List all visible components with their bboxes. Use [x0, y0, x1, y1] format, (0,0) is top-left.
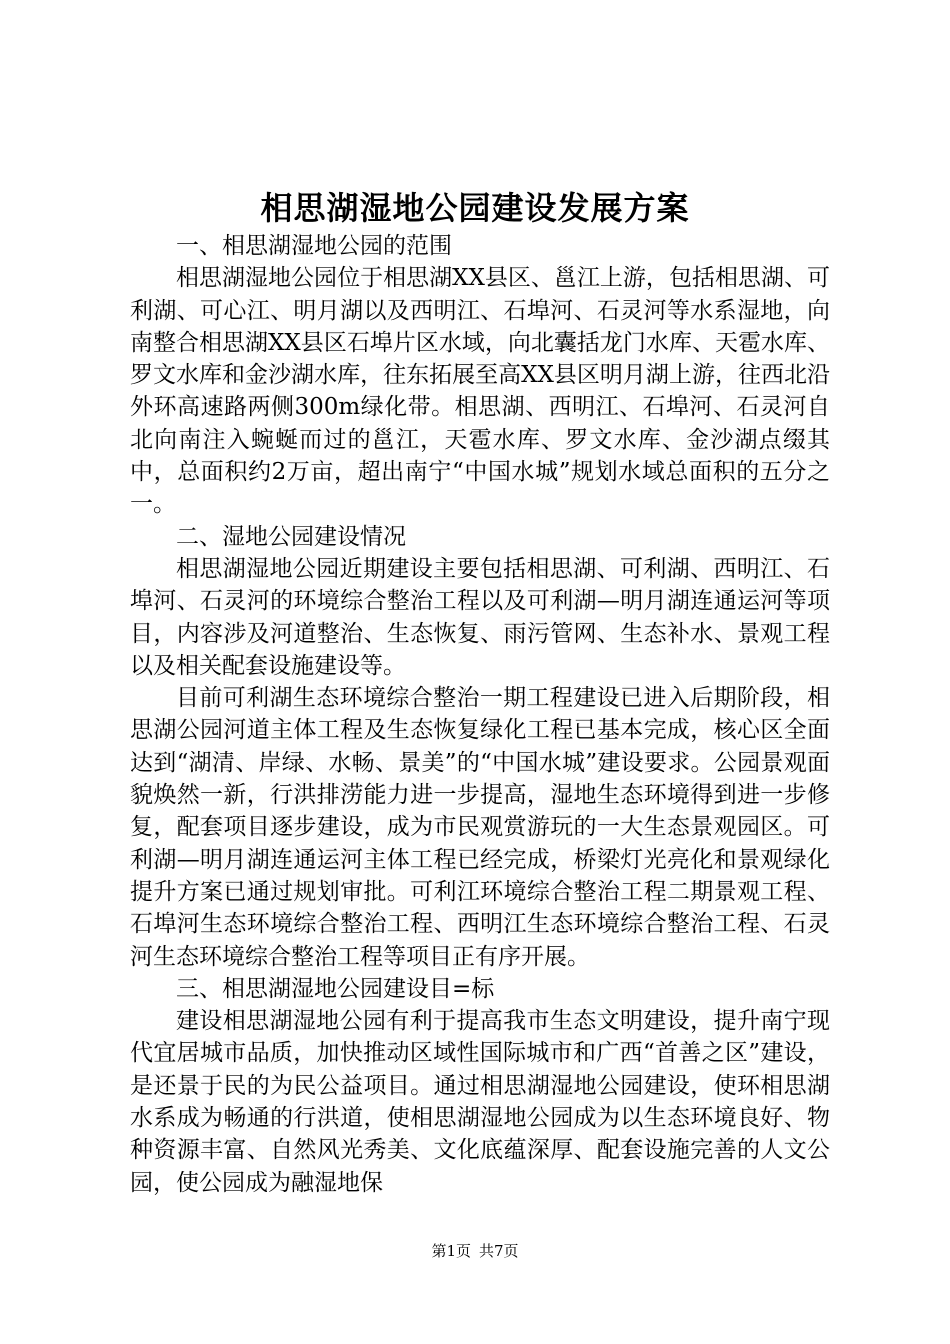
page-number: 第1页 — [431, 1242, 471, 1260]
page-footer — [0, 1241, 950, 1261]
section-heading-scope: 一、相思湖湿地公园的范围 — [176, 233, 452, 259]
document-title: 相思湖湿地公园建设发展方案 — [260, 189, 690, 227]
document-body — [130, 230, 830, 1199]
paragraph-goals: 建设相思湖湿地公园有利于提高我市生态文明建设，提升南宁现代宜居城市品质，加快推动区域性国际城市和广西“首善之区”建设，是还景于民的为民公益项目。通过相思湖湿地公园建设，使环相思湖水系成为畅通的行洪道，使相思湖湿地公园成为以生态环境良好、物种资源丰富、自然风光秀美、文化底蕴深厚、配套设施完善的人文公园，使公园成为融湿地保 — [130, 1008, 830, 1196]
section-heading-construction: 二、湿地公园建设情况 — [176, 523, 406, 550]
page-total: 共7页 — [479, 1242, 519, 1260]
paragraph-scope: 相思湖湿地公园位于相思湖XX县区、邕江上游，包括相思湖、可利湖、可心江、明月湖以及西明江、石埠河、石灵河等水系湿地，向南整合相思湖XX县区石埠片区水域，向北囊括龙门水库、天雹水库、罗文水库和金沙湖水库，往东拓展至高XX县区明月湖上游，往西北沿外环高速路两侧300m绿化带。相思湖、西明江、石埠河、石灵河自北向南注入蜿蜒而过的邕江，天雹水库、罗文水库、金沙湖点缀其中，总面积约2万亩，超出南宁“中国水城”规划水域总面积的五分之一。 — [130, 265, 830, 518]
section-heading-goals: 三、相思湖湿地公园建设目=标 — [176, 975, 495, 1002]
paragraph-construction-scope: 相思湖湿地公园近期建设主要包括相思湖、可利湖、西明江、石埠河、石灵河的环境综合整治工程以及可利湖—明月湖连通运河等项目，内容涉及河道整治、生态恢复、雨污管网、生态补水、景观工程以及相关配套设施建设等。 — [130, 555, 830, 679]
paragraph-construction-progress: 目前可利湖生态环境综合整治一期工程建设已进入后期阶段，相思湖公园河道主体工程及生态恢复绿化工程已基本完成，核心区全面达到“湖清、岸绿、水畅、景美”的“中国水城”建设要求。公园景观面貌焕然一新，行洪排涝能力进一步提高，湿地生态环境得到进一步修复，配套项目逐步建设，成为市民观赏游玩的一大生态景观园区。可利湖—明月湖连通运河主体工程已经完成，桥梁灯光亮化和景观绿化提升方案已通过规划审批。可利江环境综合整治工程二期景观工程、石埠河生态环境综合整治工程、西明江生态环境综合整治工程、石灵河生态环境综合整治工程等项目正有序开展。 — [130, 685, 830, 970]
